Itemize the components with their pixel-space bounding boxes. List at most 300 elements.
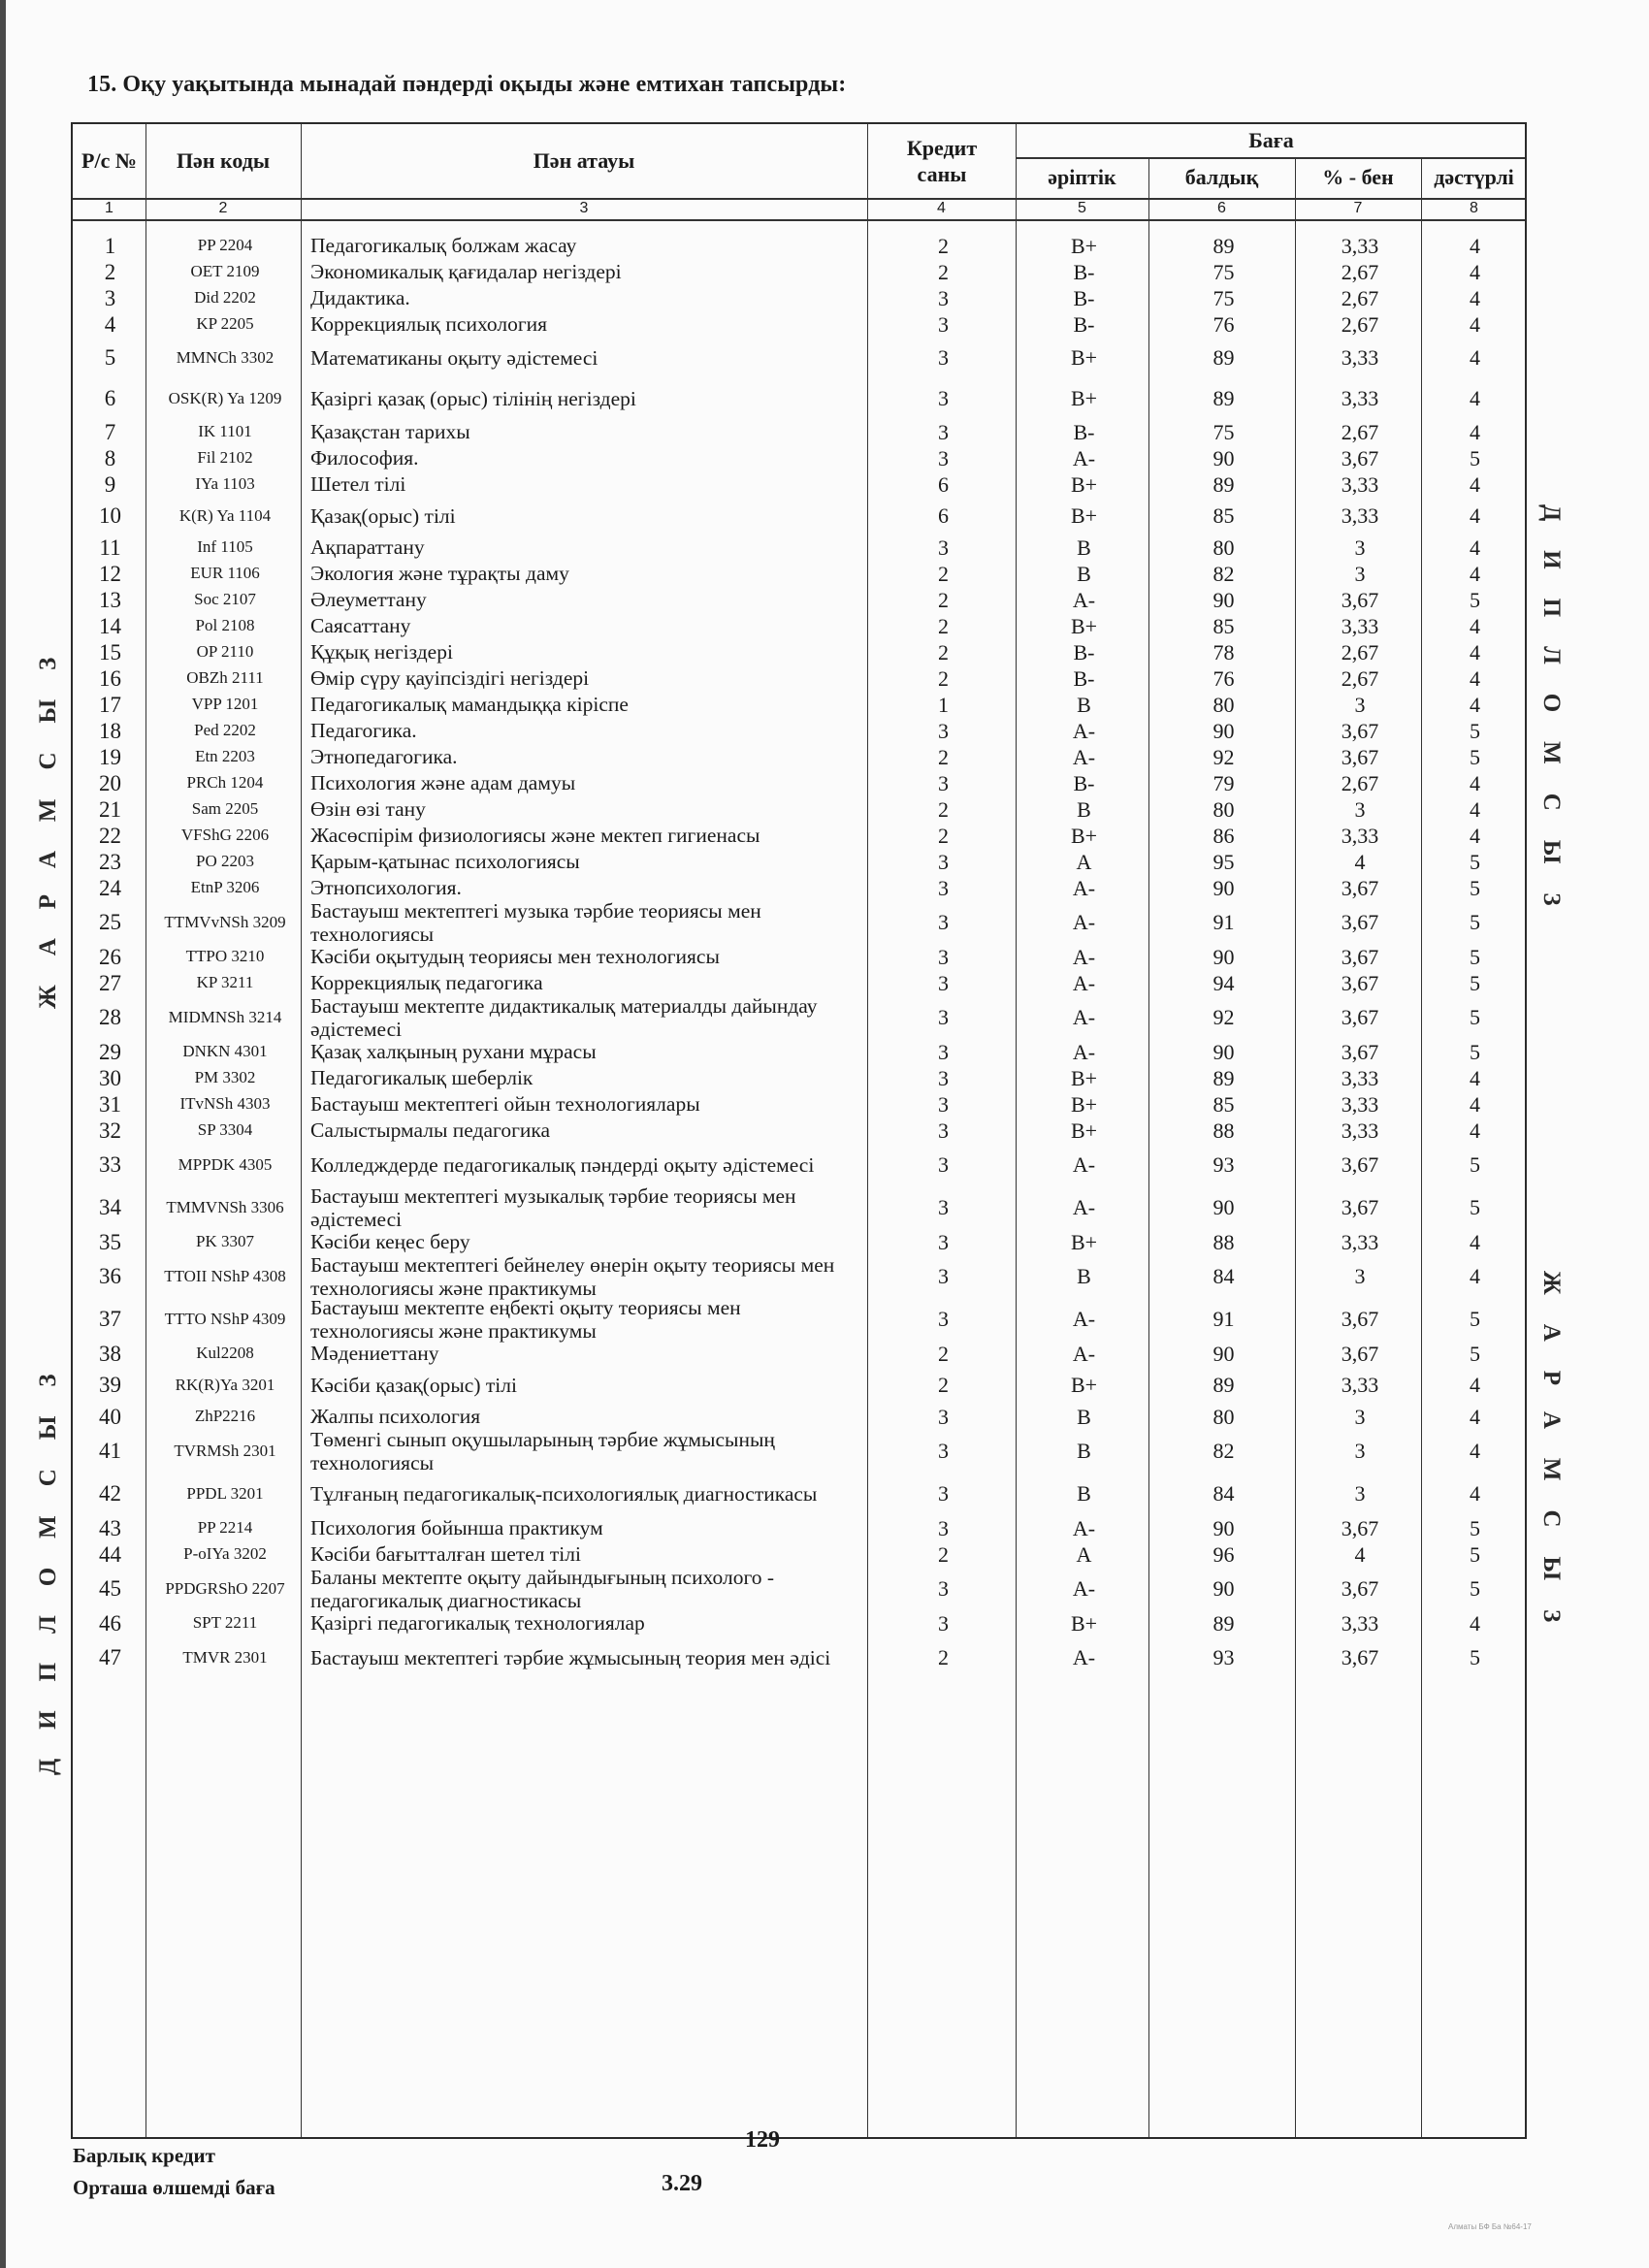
traditional-grade: 4	[1470, 1065, 1480, 1090]
traditional-grade: 5	[1470, 849, 1480, 874]
traditional-grade: 5	[1470, 1307, 1480, 1331]
table-row	[73, 665, 1529, 692]
credits: 3	[938, 770, 949, 795]
gpa-grade: 4	[1354, 1541, 1366, 1567]
letter-grade: A-	[1072, 1152, 1096, 1177]
table-row	[73, 1367, 1529, 1404]
points-grade: 75	[1212, 285, 1235, 310]
points-grade: 89	[1212, 1610, 1235, 1636]
credits: 2	[938, 233, 949, 258]
gpa-grade: 3,67	[1341, 1515, 1379, 1540]
gpa-grade: 2,67	[1341, 665, 1379, 691]
course-code: Sam 2205	[191, 799, 259, 819]
table-row	[73, 1541, 1529, 1568]
table-row	[73, 718, 1529, 744]
table-row	[73, 311, 1529, 338]
total-credits-label: Барлық кредит	[73, 2144, 215, 2167]
letter-grade: A-	[1072, 1515, 1096, 1540]
points-grade: 94	[1212, 970, 1235, 995]
points-grade: 90	[1212, 1576, 1235, 1601]
course-name: Тұлғаның педагогикалық-психологиялық диагностикасы	[310, 1481, 818, 1506]
points-grade: 84	[1212, 1481, 1235, 1506]
row-index: 44	[99, 1541, 121, 1567]
course-code: IYa 1103	[195, 474, 255, 494]
course-name: Төменгі сынып оқушыларының тәрбие жұмысының технологиясы	[310, 1427, 775, 1474]
points-grade: 90	[1212, 1195, 1235, 1219]
course-name: Саясаттану	[310, 614, 411, 638]
points-grade: 80	[1212, 796, 1235, 822]
course-code: IK 1101	[198, 422, 252, 441]
credits: 3	[938, 1065, 949, 1090]
table-row	[73, 1091, 1529, 1118]
points-grade: 89	[1212, 1065, 1235, 1090]
table-row	[73, 770, 1529, 796]
traditional-grade: 4	[1470, 770, 1480, 795]
course-name: Өмір сүру қауіпсіздігі негіздері	[310, 666, 590, 691]
gpa-grade: 3	[1354, 535, 1366, 560]
course-name: Бастауыш мектептегі бейнелеу өнерін оқыту теориясы мен технологиясы және практикумы	[310, 1252, 835, 1300]
course-name: Математиканы оқыту әдістемесі	[310, 345, 598, 370]
gpa-label: Орташа өлшемді баға	[73, 2176, 275, 2199]
course-code: Did 2202	[194, 288, 256, 308]
gpa-grade: 3	[1354, 1439, 1366, 1463]
letter-grade: B-	[1073, 285, 1095, 310]
letter-grade: B+	[1070, 233, 1098, 258]
gpa-grade: 3,33	[1341, 345, 1379, 370]
row-index: 17	[99, 692, 121, 717]
course-name: Шетел тілі	[310, 472, 406, 497]
gpa-grade: 3,33	[1341, 823, 1379, 848]
credits: 3	[938, 419, 949, 444]
course-name: Педагогика.	[310, 719, 417, 743]
credits: 2	[938, 665, 949, 691]
side-stamp-right-lower: ЖАРАМСЫЗ	[1538, 1271, 1565, 1652]
side-stamp-left-lower: ДИПЛОМСЫЗ	[35, 1345, 61, 1775]
row-index: 43	[99, 1515, 121, 1540]
table-row	[73, 1252, 1529, 1300]
course-code: DNKN 4301	[182, 1042, 268, 1061]
traditional-grade: 5	[1470, 970, 1480, 995]
credits: 3	[938, 1439, 949, 1463]
course-name: Қазіргі педагогикалық технологиялар	[310, 1611, 645, 1636]
credits: 2	[938, 561, 949, 586]
letter-grade: B	[1077, 1264, 1091, 1288]
gpa-grade: 2,67	[1341, 311, 1379, 337]
letter-grade: B-	[1073, 665, 1095, 691]
traditional-grade: 4	[1470, 796, 1480, 822]
letter-grade: B-	[1073, 311, 1095, 337]
credits: 2	[938, 587, 949, 612]
table-row	[73, 1183, 1529, 1231]
row-index: 5	[104, 345, 116, 370]
letter-grade: B+	[1070, 471, 1098, 497]
letter-grade: A-	[1072, 1341, 1096, 1366]
course-code: TMVR 2301	[182, 1647, 268, 1667]
course-code: K(R) Ya 1104	[178, 505, 272, 525]
table-row	[73, 498, 1529, 535]
row-index: 22	[99, 823, 121, 848]
table-row	[73, 535, 1529, 561]
course-name: Қазіргі қазақ (орыс) тілінің негіздері	[310, 386, 636, 410]
letter-grade: B	[1077, 1404, 1091, 1429]
column-number: 7	[1353, 200, 1363, 216]
traditional-grade: 4	[1470, 1264, 1480, 1288]
points-grade: 90	[1212, 718, 1235, 743]
table-row	[73, 1065, 1529, 1091]
gpa-grade: 3,67	[1341, 445, 1379, 470]
row-index: 4	[104, 311, 116, 337]
course-code: Fil 2102	[197, 448, 253, 468]
header-index: Р/с №	[81, 148, 137, 174]
course-name: Кәсіби бағытталған шетел тілі	[310, 1542, 581, 1567]
letter-grade: B+	[1070, 1610, 1098, 1636]
letter-grade: A-	[1072, 1039, 1096, 1064]
course-name: Қазақстан тарихы	[310, 420, 470, 444]
points-grade: 82	[1212, 561, 1235, 586]
traditional-grade: 4	[1470, 1229, 1480, 1254]
points-grade: 89	[1212, 1373, 1235, 1397]
points-grade: 89	[1212, 345, 1235, 370]
gpa-grade: 3,67	[1341, 1341, 1379, 1366]
course-name: Психология және адам дамуы	[310, 771, 576, 795]
course-name: Философия.	[310, 446, 419, 470]
letter-grade: A-	[1072, 1645, 1096, 1669]
row-index: 9	[104, 471, 116, 497]
gpa-grade: 3	[1354, 561, 1366, 586]
gpa-grade: 3,33	[1341, 503, 1379, 528]
letter-grade: A-	[1072, 1576, 1096, 1601]
course-name: Бастауыш мектептегі музыкалық тәрбие теориясы мен әдістемесі	[310, 1183, 796, 1231]
row-index: 41	[99, 1439, 121, 1463]
letter-grade: B-	[1073, 419, 1095, 444]
traditional-grade: 4	[1470, 386, 1480, 410]
letter-grade: B-	[1073, 639, 1095, 664]
row-index: 11	[99, 535, 121, 560]
traditional-grade: 5	[1470, 1515, 1480, 1540]
row-index: 12	[99, 561, 121, 586]
course-name: Ақпараттану	[310, 535, 425, 560]
table-row	[73, 419, 1529, 445]
section-title: 15. Оқу уақытында мынадай пәндерді оқыды және емтихан тапсырды:	[87, 72, 847, 97]
letter-grade: A	[1076, 1541, 1092, 1567]
row-index: 25	[99, 910, 121, 934]
points-grade: 92	[1212, 744, 1235, 769]
row-index: 33	[99, 1152, 121, 1177]
course-name: Этнопсихология.	[310, 876, 462, 900]
credits: 3	[938, 1152, 949, 1177]
letter-grade: B+	[1070, 823, 1098, 848]
credits: 6	[938, 503, 949, 528]
traditional-grade: 4	[1470, 692, 1480, 717]
traditional-grade: 5	[1470, 744, 1480, 769]
traditional-grade: 4	[1470, 1404, 1480, 1429]
credits: 6	[938, 471, 949, 497]
course-name: Жалпы психология	[310, 1405, 481, 1429]
gpa-grade: 2,67	[1341, 259, 1379, 284]
traditional-grade: 4	[1470, 471, 1480, 497]
table-row	[73, 993, 1529, 1041]
course-code: MMNCh 3302	[176, 347, 275, 367]
course-name: Бастауыш мектепте дидактикалық материалды дайындау әдістемесі	[310, 993, 818, 1041]
gpa-grade: 3,67	[1341, 970, 1379, 995]
gpa-grade: 3,67	[1341, 1307, 1379, 1331]
course-code: SP 3304	[197, 1120, 253, 1140]
table-row	[73, 944, 1529, 970]
points-grade: 85	[1212, 503, 1235, 528]
traditional-grade: 5	[1470, 587, 1480, 612]
table-row	[73, 259, 1529, 285]
table-row	[73, 285, 1529, 311]
header-name: Пән атауы	[533, 148, 635, 174]
table-row	[73, 1341, 1529, 1367]
letter-grade: A	[1076, 849, 1092, 874]
course-code: VFShG 2206	[180, 826, 270, 845]
letter-grade: A-	[1072, 1307, 1096, 1331]
table-row	[73, 1473, 1529, 1515]
row-divider	[73, 219, 1525, 221]
course-name: Педагогикалық шеберлік	[310, 1066, 534, 1090]
course-name: Қазақ халқының рухани мұрасы	[310, 1040, 597, 1064]
credits: 3	[938, 1264, 949, 1288]
credits: 3	[938, 311, 949, 337]
table-row	[73, 796, 1529, 823]
credits: 3	[938, 345, 949, 370]
gpa-grade: 3,33	[1341, 1373, 1379, 1397]
row-index: 19	[99, 744, 121, 769]
course-name: Экономикалық қағидалар негіздері	[310, 260, 622, 284]
row-index: 15	[99, 639, 121, 664]
traditional-grade: 4	[1470, 665, 1480, 691]
traditional-grade: 5	[1470, 1541, 1480, 1567]
table-row	[73, 823, 1529, 849]
points-grade: 78	[1212, 639, 1235, 664]
row-index: 10	[99, 503, 121, 528]
points-grade: 75	[1212, 259, 1235, 284]
table-row	[73, 587, 1529, 613]
traditional-grade: 4	[1470, 561, 1480, 586]
side-stamp-left-upper: ЖАРАМСЫЗ	[35, 628, 61, 1009]
course-name: Өзін өзі тану	[310, 797, 426, 822]
credits: 2	[938, 639, 949, 664]
credits: 3	[938, 1005, 949, 1029]
letter-grade: B+	[1070, 1091, 1098, 1117]
gpa-grade: 3,33	[1341, 386, 1379, 410]
letter-grade: A-	[1072, 445, 1096, 470]
gpa-grade: 3,33	[1341, 1065, 1379, 1090]
column-number: 3	[579, 200, 589, 216]
letter-grade: B	[1077, 1481, 1091, 1506]
course-code: Etn 2203	[195, 747, 255, 766]
course-code: EUR 1106	[190, 564, 260, 583]
points-grade: 76	[1212, 665, 1235, 691]
row-index: 34	[99, 1195, 121, 1219]
course-name: Этнопедагогика.	[310, 745, 458, 769]
credits: 2	[938, 744, 949, 769]
points-grade: 88	[1212, 1229, 1235, 1254]
course-name: Кәсіби қазақ(орыс) тілі	[310, 1373, 517, 1397]
course-code: PO 2203	[196, 852, 254, 871]
header-letter: әріптік	[1048, 165, 1116, 190]
header-traditional: дәстүрлі	[1434, 165, 1514, 190]
credits: 2	[938, 1373, 949, 1397]
points-grade: 79	[1212, 770, 1235, 795]
course-code: TTOII NShP 4308	[164, 1266, 286, 1285]
traditional-grade: 5	[1470, 1341, 1480, 1366]
points-grade: 75	[1212, 419, 1235, 444]
points-grade: 90	[1212, 445, 1235, 470]
gpa-grade: 3,67	[1341, 875, 1379, 900]
traditional-grade: 4	[1470, 1091, 1480, 1117]
course-code: PRCh 1204	[186, 773, 264, 793]
letter-grade: B	[1077, 692, 1091, 717]
gpa-grade: 3,33	[1341, 1229, 1379, 1254]
traditional-grade: 5	[1470, 1152, 1480, 1177]
letter-grade: B+	[1070, 503, 1098, 528]
course-code: TTTO NShP 4309	[164, 1309, 286, 1328]
course-name: Колледждерде педагогикалық пәндерді оқыту әдістемесі	[310, 1152, 815, 1177]
traditional-grade: 4	[1470, 233, 1480, 258]
row-index: 21	[99, 796, 121, 822]
row-index: 36	[99, 1264, 121, 1288]
table-row	[73, 1427, 1529, 1474]
table-row	[73, 692, 1529, 718]
traditional-grade: 4	[1470, 823, 1480, 848]
points-grade: 90	[1212, 1515, 1235, 1540]
column-number: 8	[1470, 200, 1478, 216]
letter-grade: A-	[1072, 744, 1096, 769]
row-index: 47	[99, 1645, 121, 1669]
row-index: 31	[99, 1091, 121, 1117]
column-number: 1	[105, 200, 113, 216]
traditional-grade: 4	[1470, 535, 1480, 560]
points-grade: 91	[1212, 1307, 1235, 1331]
traditional-grade: 4	[1470, 1610, 1480, 1636]
points-grade: 85	[1212, 1091, 1235, 1117]
row-index: 45	[99, 1576, 121, 1601]
table-row	[73, 378, 1529, 419]
gpa-grade: 3,67	[1341, 1005, 1379, 1029]
credits: 3	[938, 1307, 949, 1331]
table-row	[73, 338, 1529, 378]
credits: 2	[938, 796, 949, 822]
points-grade: 93	[1212, 1645, 1235, 1669]
course-code: ZhP2216	[194, 1407, 256, 1426]
table-row	[73, 639, 1529, 665]
header-credits: Кредит саны	[906, 135, 978, 186]
row-index: 23	[99, 849, 121, 874]
gpa-grade: 3,33	[1341, 613, 1379, 638]
course-code: ITvNSh 4303	[179, 1094, 271, 1114]
letter-grade: A-	[1072, 1195, 1096, 1219]
gpa-grade: 3	[1354, 1404, 1366, 1429]
table-row	[73, 1515, 1529, 1541]
letter-grade: B+	[1070, 345, 1098, 370]
credits: 2	[938, 823, 949, 848]
traditional-grade: 4	[1470, 345, 1480, 370]
traditional-grade: 5	[1470, 445, 1480, 470]
row-index: 1	[104, 233, 116, 258]
traditional-grade: 5	[1470, 1576, 1480, 1601]
points-grade: 90	[1212, 587, 1235, 612]
course-name: Қазақ(орыс) тілі	[310, 503, 456, 528]
credits: 1	[938, 692, 949, 717]
traditional-grade: 4	[1470, 285, 1480, 310]
table-row	[73, 849, 1529, 875]
course-code: Inf 1105	[197, 537, 253, 557]
traditional-grade: 5	[1470, 718, 1480, 743]
column-number: 5	[1078, 200, 1086, 216]
gpa-grade: 3,67	[1341, 587, 1379, 612]
course-name: Әлеуметтану	[310, 588, 427, 612]
points-grade: 90	[1212, 944, 1235, 969]
course-name: Кәсіби оқытудың теориясы мен технологиясы	[310, 945, 720, 969]
course-name: Бастауыш мектептегі тәрбие жұмысының теория мен әдісі	[310, 1645, 831, 1669]
letter-grade: B-	[1073, 259, 1095, 284]
course-name: Салыстырмалы педагогика	[310, 1118, 551, 1143]
table-row	[73, 898, 1529, 946]
gpa-grade: 2,67	[1341, 419, 1379, 444]
course-code: OBZh 2111	[186, 668, 264, 688]
gpa-grade: 3,33	[1341, 1091, 1379, 1117]
points-grade: 76	[1212, 311, 1235, 337]
total-credits-value: 129	[745, 2127, 780, 2153]
credits: 3	[938, 718, 949, 743]
course-code: OP 2110	[196, 642, 254, 662]
points-grade: 89	[1212, 386, 1235, 410]
letter-grade: A-	[1072, 910, 1096, 934]
course-name: Коррекциялық психология	[310, 312, 548, 337]
credits: 3	[938, 910, 949, 934]
traditional-grade: 4	[1470, 503, 1480, 528]
table-row	[73, 970, 1529, 996]
points-grade: 93	[1212, 1152, 1235, 1177]
points-grade: 80	[1212, 692, 1235, 717]
gpa-grade: 2,67	[1341, 770, 1379, 795]
letter-grade: B+	[1070, 1373, 1098, 1397]
course-code: PP 2214	[197, 1518, 253, 1538]
points-grade: 95	[1212, 849, 1235, 874]
points-grade: 89	[1212, 471, 1235, 497]
row-index: 2	[104, 259, 116, 284]
credits: 3	[938, 1195, 949, 1219]
course-name: Баланы мектепте оқыту дайындығының психолого - педагогикалық диагностикасы	[310, 1565, 775, 1612]
course-name: Психология бойынша практикум	[310, 1516, 603, 1540]
traditional-grade: 4	[1470, 613, 1480, 638]
letter-grade: B+	[1070, 1065, 1098, 1090]
gpa-grade: 3,67	[1341, 718, 1379, 743]
row-index: 27	[99, 970, 121, 995]
course-code: Kul2208	[196, 1344, 254, 1363]
table-row	[73, 233, 1529, 259]
points-grade: 88	[1212, 1118, 1235, 1143]
course-code: TMMVNSh 3306	[166, 1197, 284, 1216]
letter-grade: A-	[1072, 1005, 1096, 1029]
row-index: 40	[99, 1404, 121, 1429]
credits: 3	[938, 1118, 949, 1143]
letter-grade: B+	[1070, 1229, 1098, 1254]
credits: 3	[938, 1610, 949, 1636]
points-grade: 80	[1212, 535, 1235, 560]
traditional-grade: 5	[1470, 1645, 1480, 1669]
credits: 3	[938, 1481, 949, 1506]
gpa-grade: 3,67	[1341, 1152, 1379, 1177]
gpa-grade: 3	[1354, 1481, 1366, 1506]
row-index: 24	[99, 875, 121, 900]
row-index: 42	[99, 1481, 121, 1506]
table-row	[73, 1295, 1529, 1343]
credits: 3	[938, 535, 949, 560]
row-index: 3	[104, 285, 116, 310]
